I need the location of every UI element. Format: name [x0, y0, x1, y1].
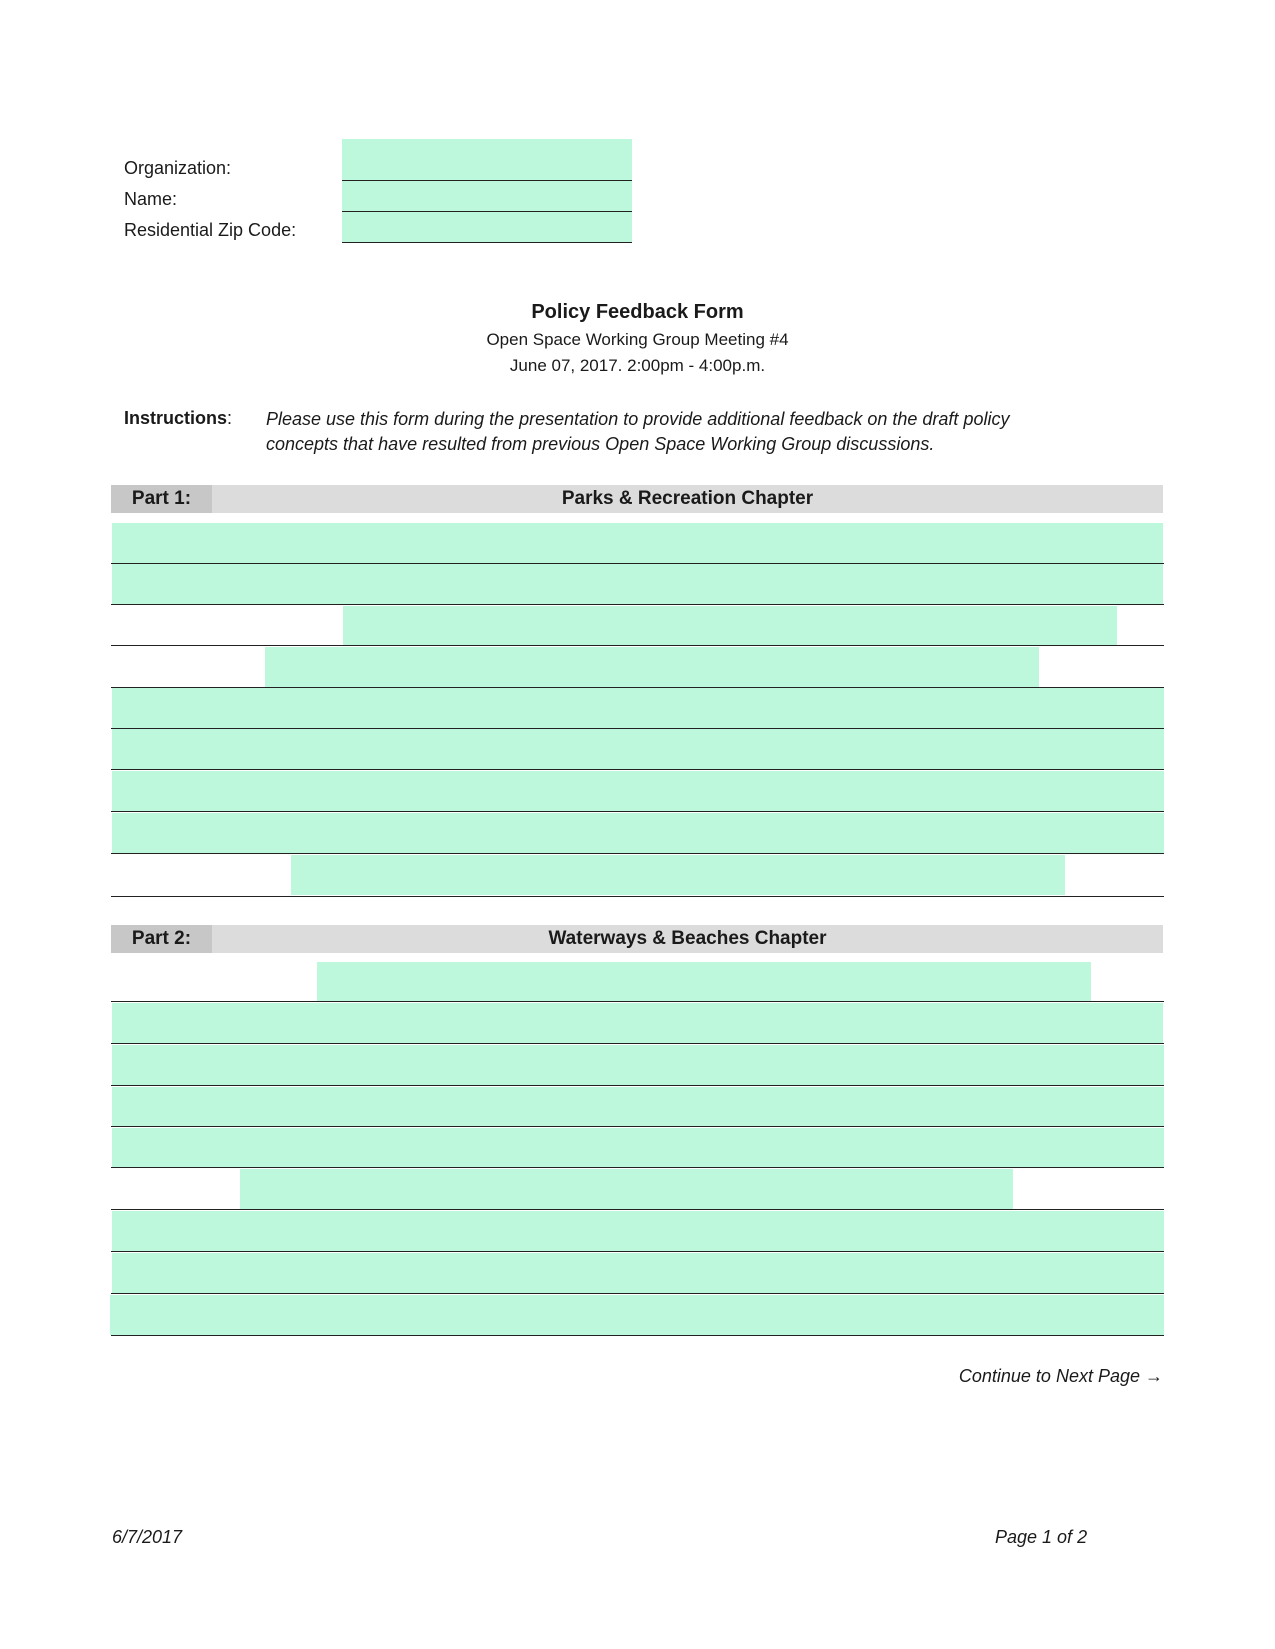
row-divider [111, 645, 1164, 646]
continue-next-page-link[interactable]: Continue to Next Page → [958, 1366, 1163, 1386]
footer-date: 6/7/2017 [112, 1527, 183, 1547]
organization-field[interactable] [342, 139, 632, 181]
part-2-tag: Part 2: [111, 925, 212, 953]
row-divider [111, 1335, 1164, 1336]
instructions-label-text: Instructions [124, 408, 228, 428]
row-divider [111, 1001, 1164, 1002]
part-2-response-6[interactable] [240, 1169, 1013, 1209]
row-divider [111, 896, 1164, 897]
row-divider [111, 1167, 1164, 1168]
row-divider [111, 1209, 1164, 1210]
row-divider [111, 1126, 1164, 1127]
part-1-tag: Part 1: [111, 485, 212, 513]
part-2-title: Waterways & Beaches Chapter [548, 928, 827, 949]
row-divider [111, 604, 1164, 605]
row-divider [111, 1043, 1164, 1044]
row-divider [111, 811, 1164, 812]
part-2-response-9[interactable] [110, 1295, 1164, 1335]
row-divider [111, 853, 1164, 854]
part-2-response-3[interactable] [112, 1045, 1164, 1085]
part-2-response-7[interactable] [112, 1211, 1164, 1251]
part-2-response-4[interactable] [112, 1087, 1164, 1126]
instructions-colon: : [227, 408, 233, 428]
part-1-response-8[interactable] [112, 813, 1164, 853]
form-title: Policy Feedback Form [531, 301, 744, 323]
part-2-response-8[interactable] [112, 1253, 1164, 1293]
part-1-title: Parks & Recreation Chapter [561, 488, 814, 509]
part-1-response-2[interactable] [112, 564, 1163, 604]
part-1-response-4[interactable] [265, 647, 1039, 687]
row-divider [111, 769, 1164, 770]
part-1-response-5[interactable] [112, 688, 1164, 728]
part-2-response-1[interactable] [317, 962, 1091, 1001]
footer-page-number: Page 1 of 2 [995, 1527, 1088, 1547]
instructions-text: Please use this form during the presentation to provide additional feedback on the draft policy concepts that have resulted from previous Open Space Working Group discussions. [266, 409, 1010, 454]
part-1-response-1[interactable] [112, 523, 1163, 563]
form-subtitle: Open Space Working Group Meeting #4 [486, 330, 789, 349]
part-1-response-9[interactable] [291, 855, 1065, 895]
part-1-response-7[interactable] [112, 771, 1164, 811]
row-divider [111, 1293, 1164, 1294]
row-divider [111, 1085, 1164, 1086]
instructions-label [124, 408, 232, 429]
part-2-header [111, 925, 1163, 953]
name-field[interactable] [342, 181, 632, 212]
zip-code-field[interactable] [342, 212, 632, 243]
name-label: Name: [124, 189, 178, 209]
part-2-response-5[interactable] [112, 1128, 1164, 1167]
zip-code-label: Residential Zip Code: [124, 220, 297, 240]
organization-label: Organization: [124, 158, 232, 178]
form-date-time: June 07, 2017. 2:00pm - 4:00p.m. [509, 356, 766, 375]
part-1-response-6[interactable] [112, 729, 1164, 769]
part-1-response-3[interactable] [343, 606, 1117, 645]
part-1-header [111, 485, 1163, 513]
row-divider [111, 1251, 1164, 1252]
part-2-response-2[interactable] [112, 1003, 1163, 1043]
